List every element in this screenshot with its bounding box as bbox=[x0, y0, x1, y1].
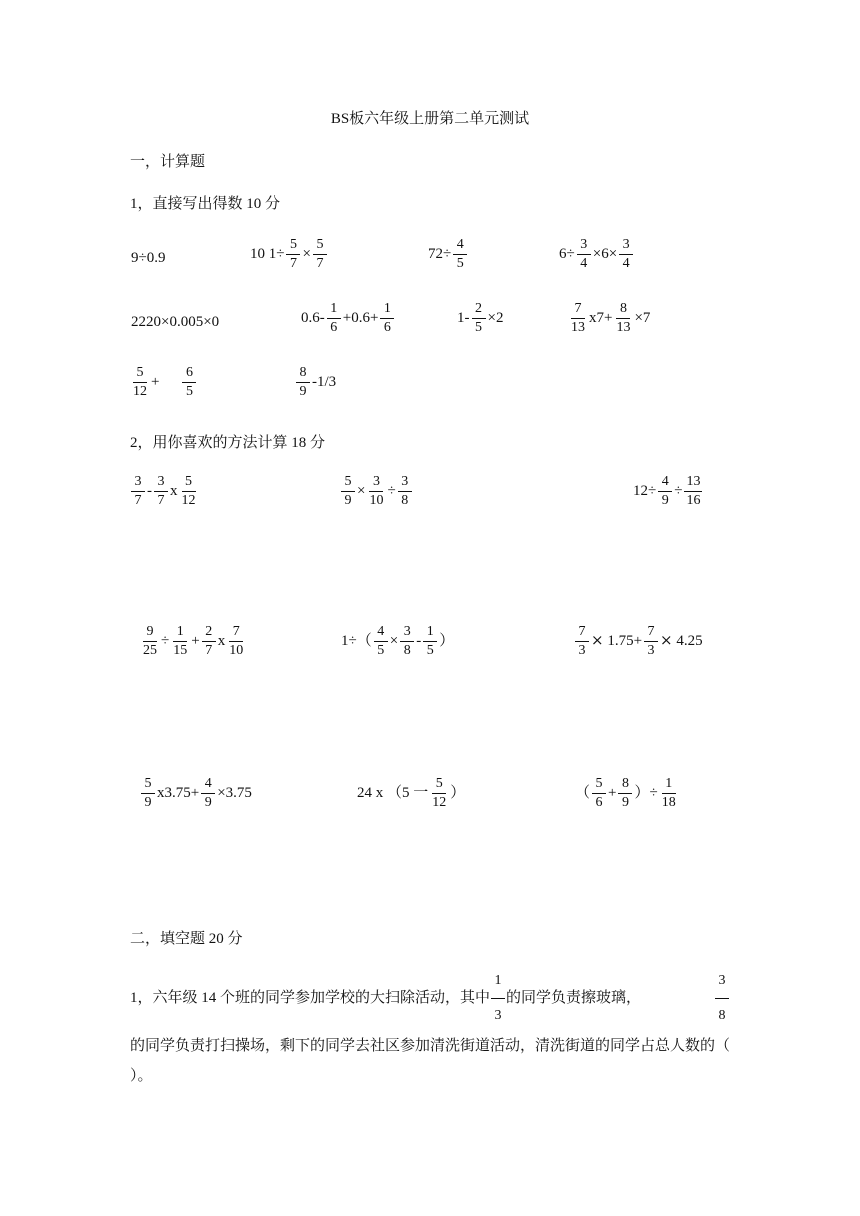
q2-r1-a bbox=[130, 475, 199, 508]
q1-r2-b bbox=[300, 302, 395, 335]
fraction: $\frac{5}{12}$ bbox=[133, 365, 147, 399]
expr-text: 9÷0.9 bbox=[131, 249, 166, 266]
fraction: $\frac{3}{4}$ bbox=[577, 238, 591, 271]
expr-text: ） bbox=[439, 633, 455, 649]
expr-text: x7+ bbox=[589, 310, 613, 326]
expr-text: + bbox=[191, 633, 200, 649]
fraction: $\frac{5}{7}$ bbox=[313, 238, 327, 271]
expr-text: 1÷（ bbox=[341, 633, 372, 649]
fraction: $\frac{4}{9}$ bbox=[201, 777, 215, 810]
fraction: $\frac{7}{3}$ bbox=[575, 625, 589, 658]
fraction: $\frac{8}{9}$ bbox=[618, 777, 632, 810]
expr-text: × bbox=[389, 633, 399, 649]
q2-r2-c bbox=[574, 625, 704, 658]
expr-text: x3.75+ bbox=[157, 785, 200, 801]
expr-text: +0.6+ bbox=[342, 310, 379, 326]
q2-r3-a bbox=[140, 777, 253, 810]
q1-r3-a bbox=[130, 366, 197, 399]
expr-text: ⨯ 4.25 bbox=[660, 633, 703, 649]
fraction: $\frac{3}{10}$ bbox=[369, 474, 384, 508]
expr-text: 72÷ bbox=[428, 246, 452, 262]
expr-text: ×2 bbox=[487, 310, 504, 326]
expr-text: 6÷ bbox=[559, 246, 575, 262]
expr-text: ÷ bbox=[387, 483, 396, 499]
question-text: 1，六年级 14 个班的同学参加学校的大扫除活动，其中 bbox=[130, 989, 491, 1006]
fraction: $\frac{1}{6}$ bbox=[380, 302, 394, 335]
expr-text: ×7 bbox=[634, 310, 651, 326]
fraction: $\frac{1}{6}$ bbox=[327, 302, 341, 335]
expr-text: ） bbox=[450, 785, 466, 801]
fraction: $\frac{3}{8}$ bbox=[715, 966, 729, 1031]
expr-text: 0.6- bbox=[301, 310, 325, 326]
section1-heading: 一，计算题 bbox=[130, 154, 206, 170]
expr-text: × bbox=[302, 246, 311, 262]
fraction: $\frac{5}{9}$ bbox=[341, 475, 355, 508]
page-title: BS板六年级上册第二单元测试 bbox=[330, 111, 530, 127]
q2-heading: 2，用你喜欢的方法计算 18 分 bbox=[130, 435, 326, 451]
fraction: $\frac{8}{13}$ bbox=[616, 301, 631, 335]
fraction: $\frac{4}{5}$ bbox=[453, 238, 467, 271]
q1-r1-c bbox=[427, 238, 468, 271]
fraction: $\frac{9}{25}$ bbox=[143, 624, 157, 658]
fraction: $\frac{6}{5}$ bbox=[182, 366, 196, 399]
q1-r1-a bbox=[130, 238, 166, 278]
fraction: $\frac{4}{5}$ bbox=[374, 625, 388, 658]
fraction: $\frac{5}{7}$ bbox=[286, 238, 300, 271]
fraction: $\frac{1}{3}$ bbox=[491, 966, 505, 1031]
expr-text: 10 1÷ bbox=[250, 246, 285, 262]
fraction: $\frac{5}{9}$ bbox=[141, 777, 155, 810]
fraction: $\frac{7}{3}$ bbox=[644, 625, 658, 658]
expr-text: + bbox=[151, 374, 160, 390]
fraction: $\frac{3}{4}$ bbox=[619, 238, 633, 271]
expr-text: - bbox=[416, 633, 422, 649]
fraction: $\frac{5}{6}$ bbox=[592, 777, 606, 810]
fraction: $\frac{2}{5}$ bbox=[472, 302, 486, 335]
expr-text: ÷ bbox=[674, 483, 683, 499]
expr-text: + bbox=[608, 785, 617, 801]
question-text: 的同学负责打扫操场，剩下的同学去社区参加清洗街道活动，清洗街道的同学占总人数的（ ）。 bbox=[130, 1038, 731, 1084]
fraction: $\frac{5}{12}$ bbox=[181, 474, 196, 508]
fraction: $\frac{7}{13}$ bbox=[571, 301, 585, 335]
expr-text: （ bbox=[575, 785, 591, 801]
q2-r3-b bbox=[356, 777, 466, 810]
q1-heading: 1，直接写出得数 10 分 bbox=[130, 196, 281, 212]
fraction: $\frac{5}{12}$ bbox=[432, 776, 447, 810]
expr-text: 2220×0.005×0 bbox=[131, 313, 220, 330]
fraction: $\frac{1}{15}$ bbox=[173, 624, 188, 658]
fraction: $\frac{7}{10}$ bbox=[229, 624, 244, 658]
expr-text: × bbox=[357, 483, 366, 499]
fraction: $\frac{3}{8}$ bbox=[398, 475, 412, 508]
fraction: $\frac{1}{18}$ bbox=[661, 776, 676, 810]
expr-text: ×6× bbox=[592, 246, 618, 262]
expr-text: x bbox=[170, 483, 178, 499]
q2-r1-b bbox=[340, 475, 413, 508]
fraction: $\frac{8}{9}$ bbox=[296, 366, 310, 399]
expr-text: ×3.75 bbox=[217, 785, 252, 801]
fraction: $\frac{2}{7}$ bbox=[202, 625, 216, 658]
fraction: $\frac{3}{7}$ bbox=[154, 475, 168, 508]
expr-text: x bbox=[217, 633, 226, 649]
section2-heading: 二，填空题 20 分 bbox=[130, 931, 243, 947]
q1-r3-b bbox=[295, 366, 337, 399]
expr-text: - bbox=[147, 483, 152, 499]
question-text: 的同学负责擦玻璃， bbox=[506, 989, 642, 1006]
q2-r1-c bbox=[632, 475, 703, 508]
fraction: $\frac{3}{8}$ bbox=[400, 625, 414, 658]
expr-text: ⨯ 1.75+ bbox=[591, 633, 643, 649]
expr-text: ）÷ bbox=[634, 785, 658, 801]
expr-text: -1/3 bbox=[312, 374, 337, 390]
fill-question-1 bbox=[130, 966, 730, 1091]
q2-r2-b bbox=[340, 625, 455, 658]
expr-text: 24 x （5 一 bbox=[357, 785, 429, 801]
q1-r2-d bbox=[568, 302, 651, 335]
q1-r1-b bbox=[249, 238, 328, 271]
fraction: $\frac{1}{5}$ bbox=[423, 625, 437, 658]
q1-r1-d bbox=[558, 238, 634, 271]
fraction: $\frac{13}{16}$ bbox=[686, 474, 701, 508]
q1-r2-a bbox=[130, 302, 220, 342]
q2-r3-c bbox=[574, 777, 679, 810]
q1-r2-c bbox=[456, 302, 504, 335]
fraction: $\frac{3}{7}$ bbox=[131, 475, 145, 508]
expr-text: 12÷ bbox=[633, 483, 657, 499]
q2-r2-a bbox=[140, 625, 246, 658]
fraction: $\frac{4}{9}$ bbox=[658, 475, 672, 508]
expr-text: ÷ bbox=[161, 633, 170, 649]
expr-text: 1- bbox=[457, 310, 470, 326]
